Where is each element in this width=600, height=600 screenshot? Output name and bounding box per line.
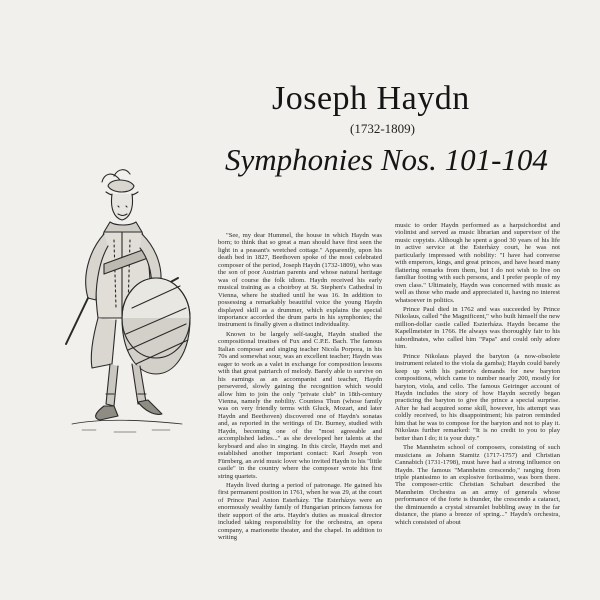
liner-notes-paragraph: Known to be largely self-taught, Haydn studied the compositional treatises of Fux and C.P.E. Bach. The famous Italian composer and singing teacher Nicola Porpora, in his 70s and somewhat sour, was an excellent teacher; Haydn was eager to work as a valet in exchange for composition lessons with that great patriarch of melody. Barely able to survive on his earnings as an accompanist and teacher, Haydn persevered, slowly gaining the recognition which would allow him to join the only "private club" in 18th-century Vienna, namely the nobility. Countess Thun (whose family was on very friendly terms with Gluck, Mozart, and later Haydn and Beethoven) discovered one of Haydn's sonatas and, as reported in the writings of Dr. Burney, studied with Haydn, becoming one of the "most agreeable and accomplished ladies..." as she developed her talents at the keyboard and also in singing. In this circle, Haydn met and established another important contact: Karl Joseph von Fürnberg, an avid music lover who invited Haydn to his "little castle" in the country where the composer wrote his first string quartets. — [218, 330, 382, 480]
liner-notes-paragraph: Prince Nikolaus played the baryton (a now-obsolete instrument related to the viola da gamba); Haydn could barely keep up with his patron's demands for new baryton compositions, which came to number nearly 200, mostly for baryton, viola, and cello. The famous Geiringer account of Haydn includes the story of how Haydn secretly began practicing the baryton to give the prince a special surprise. After he had acquired some skill, however, his attempt was coldly received, to his disappointment; his patron reminded him that he was to compose for the baryton and not to play it. Nikolaus further remarked: "It is no credit to you to play better than I do; it is your duty." — [395, 352, 560, 442]
liner-notes-right-column — [395, 222, 560, 594]
liner-notes-paragraph: music to order Haydn performed as a harpsichordist and violinist and served as music librarian and supervisor of the music copyists. Although he spent a good 30 years of his life in active service at the Esterházy court, he was not particularly impressed with nobility: "I have had converse with emperors, kings, and great princes, and have heard many flattering remarks from them, but I do not wish to live on familiar footing with such persons, and I prefer people of my own class." Ultimately, Haydn was concerned with music as well as those who made and appreciated it, having no interest whatsoever in politics. — [395, 222, 560, 304]
liner-notes-paragraph: "See, my dear Hummel, the house in which Haydn was born; to think that so great a man should have first seen the light in a peasant's wretched cottage." Apparently, upon his death bed in 1827, Beethoven spoke of the most celebrated composer of the period, Joseph Haydn (1732-1809), who was the son of poor Austrian parents and whose natural heritage was of course the folk idiom. Haydn received his early musical training as a choirboy at St. Stephen's Cathedral in Vienna, where he studied until he was 16. In addition to possessing a remarkably beautiful voice the young Haydn displayed skill as a drummer, which explains the special importance accorded the drum parts in his symphonies; the instrument is finally given a distinct individuality. — [218, 232, 382, 329]
composer-name: Joseph Haydn — [272, 80, 470, 117]
liner-notes-paragraph: The Mannheim school of composers, consisting of such musicians as Johann Stamitz (1717-1757) and Christian Cannabich (1731-1798), must have had a strong influence on Haydn. The famous "Mannheim crescendo," ranging from triple pianissimo to an explosive fortissimo, was born there. The composer-critic Christian Schubart described the Mannheim Orchestra as an army of generals whose performance of the forte is thunder, the crescendo a cataract, the diminuendo a crystal streamlet bubbling away in the far distance, the piano a breeze of spring..." Haydn's orchestra, which consisted of about — [395, 444, 560, 526]
liner-notes-left-column — [218, 232, 382, 594]
drummer-engraving-icon — [52, 168, 202, 444]
liner-notes-paragraph: Haydn lived during a period of patronage. He gained his first permanent position in 1761, when he was 29, at the court of Prince Paul Anton Esterházy. The Esterházys were an enormously wealthy family of Hungarian princes famous for their support of the arts. Haydn's duties as musical director included taking responsibility for the orchestra, an opera company, a marionette theater, and the chapel. In addition to writing — [218, 481, 382, 542]
composer-years: (1732-1809) — [350, 121, 415, 136]
liner-notes-paragraph: Prince Paul died in 1762 and was succeeded by Prince Nikolaus, called "the Magnificent," who built himself the new million-dollar castle called Eszterháza. Haydn became the Kapellmeister in 1766. He always was thoroughly fair to his subordinates, who called him "Papa" and could only adore him. — [395, 305, 560, 351]
album-subtitle: Symphonies Nos. 101-104 — [225, 142, 548, 177]
